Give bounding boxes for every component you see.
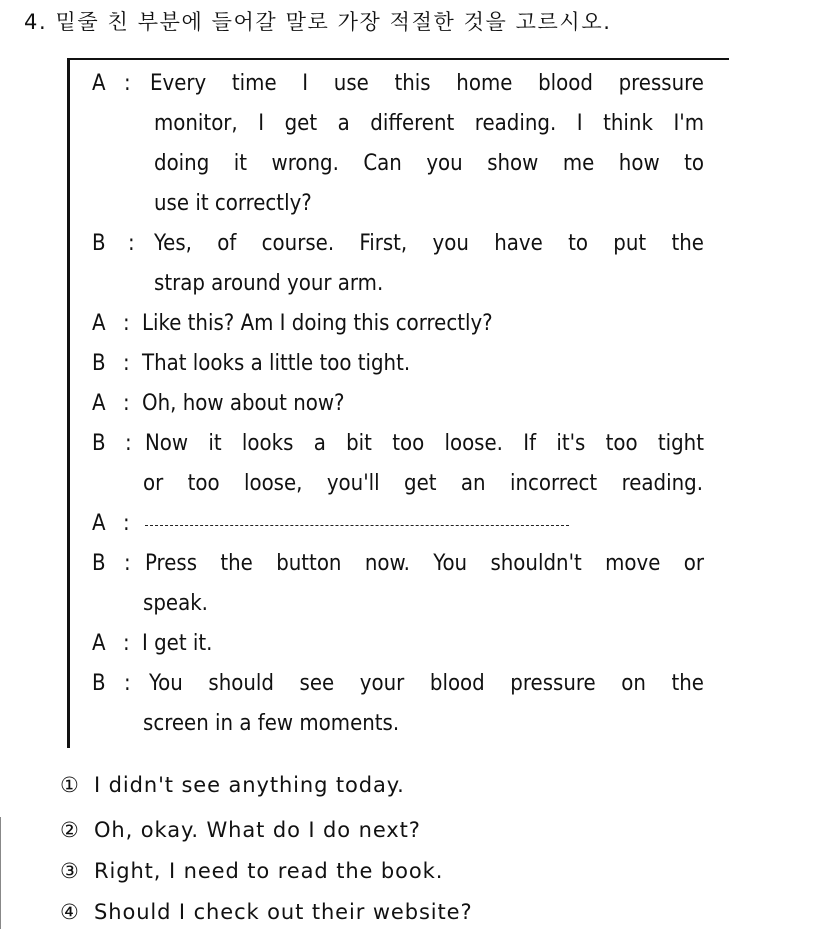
question-text: 4. 밑줄 친 부분에 들어갈 말로 가장 적절한 것을 고르시오.: [24, 10, 612, 34]
choice-1[interactable]: [60, 765, 405, 805]
answer-blank-underline: [145, 525, 569, 526]
box-left-border: [67, 58, 70, 748]
dialogue-text: Now it looks a bit too loose. If it's too tight: [145, 431, 704, 456]
page-margin-divider: [0, 817, 1, 929]
choice-3[interactable]: [60, 851, 443, 891]
choice-number: ③: [60, 859, 80, 883]
speaker-colon: :: [123, 391, 130, 416]
speaker-colon: :: [124, 671, 131, 696]
dialogue-text: strap around your arm.: [154, 271, 384, 296]
choice-number: ④: [60, 900, 80, 924]
speaker-colon: :: [124, 71, 131, 96]
speaker-label: B: [92, 351, 106, 376]
choice-number: ①: [60, 773, 80, 797]
choice-2[interactable]: [60, 810, 421, 850]
speaker-label: A: [92, 511, 106, 536]
speaker-colon: :: [124, 551, 131, 576]
dialogue-text: Like this? Am I doing this correctly?: [142, 311, 493, 336]
dialogue-text: speak.: [143, 591, 208, 616]
dialogue-text: doing it wrong. Can you show me how to: [154, 151, 704, 176]
speaker-colon: :: [123, 351, 130, 376]
dialogue-text: Every time I use this home blood pressure: [150, 71, 704, 96]
speaker-label: B: [92, 671, 106, 696]
speaker-label: B: [92, 231, 106, 256]
speaker-colon: :: [123, 631, 130, 656]
dialogue-text: Yes, of course. First, you have to put the: [154, 231, 704, 256]
dialogue-text: Press the button now. You shouldn't move or: [145, 551, 704, 576]
speaker-label: B: [92, 551, 106, 576]
speaker-colon: :: [123, 311, 130, 336]
speaker-label: A: [92, 631, 106, 656]
speaker-colon: :: [125, 431, 132, 456]
speaker-label: B: [92, 431, 106, 456]
speaker-colon: :: [123, 511, 130, 536]
dialogue-text: screen in a few moments.: [143, 711, 400, 736]
dialogue-text: I get it.: [142, 631, 213, 656]
dialogue-text: use it correctly?: [154, 191, 312, 216]
choice-4[interactable]: [60, 892, 473, 932]
choice-text: Oh, okay. What do I do next?: [94, 818, 421, 842]
dialogue-box: [67, 58, 729, 748]
speaker-colon: :: [128, 231, 135, 256]
speaker-label: A: [92, 391, 106, 416]
speaker-label: A: [92, 71, 106, 96]
choice-number: ②: [60, 818, 80, 842]
choice-text: Should I check out their website?: [94, 900, 473, 924]
choice-text: Right, I need to read the book.: [94, 859, 444, 883]
dialogue-text: You should see your blood pressure on the: [149, 671, 704, 696]
dialogue-text: monitor, I get a different reading. I think I'm: [154, 111, 704, 136]
choice-text: I didn't see anything today.: [94, 773, 405, 797]
dialogue-text: or too loose, you'll get an incorrect reading.: [143, 471, 703, 496]
speaker-label: A: [92, 311, 106, 336]
dialogue-text: That looks a little too tight.: [142, 351, 411, 376]
dialogue-text: Oh, how about now?: [142, 391, 345, 416]
box-top-border: [67, 58, 729, 60]
